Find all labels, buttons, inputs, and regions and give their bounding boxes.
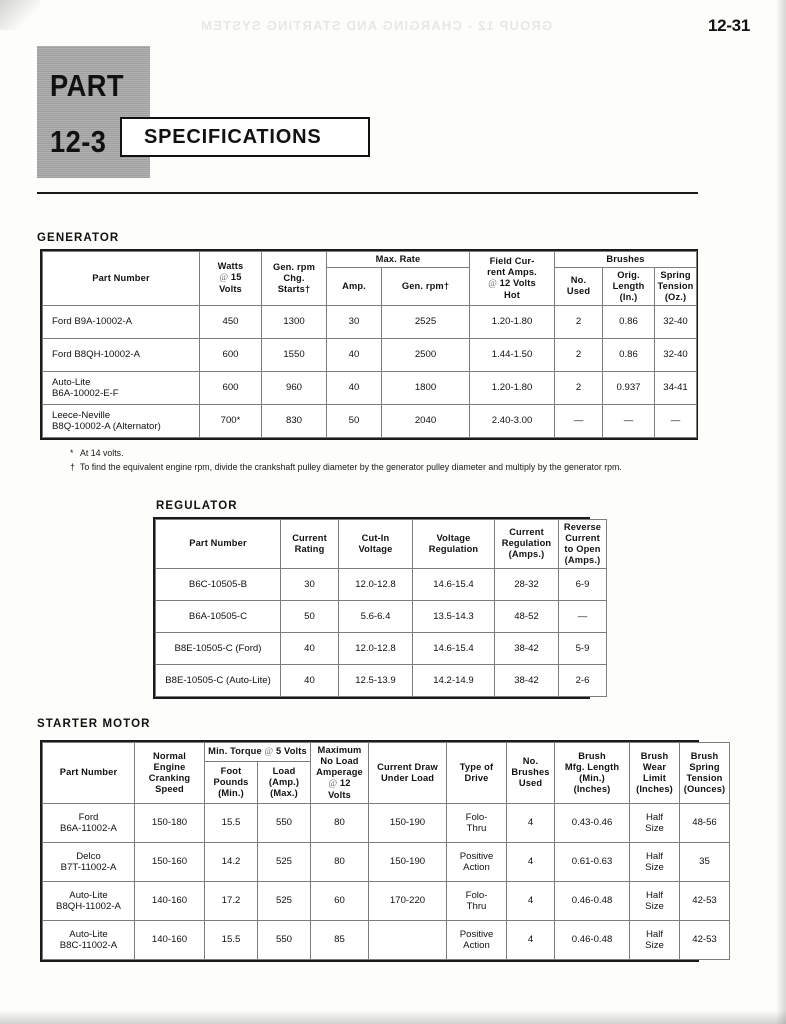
cell-type-of-drive (447, 842, 507, 881)
cell-part-number-line: Ford (78, 811, 99, 823)
col-max-rate-amp: Amp. (327, 267, 382, 305)
cell-max-no-load-amperage: 80 (311, 803, 369, 842)
cell-watts: 600 (200, 338, 262, 371)
col-part-number: Part Number (43, 743, 135, 804)
cell-max-rate-amp: 30 (327, 305, 382, 338)
col-cranking-l3: Cranking (148, 772, 191, 783)
cell-load-amp-max: 550 (258, 920, 311, 959)
cell-brush-mfg-length: 0.61-0.63 (555, 842, 630, 881)
col-cranking-l2: Engine (153, 761, 186, 772)
cell-brush-mfg-length: 0.46-0.48 (555, 881, 630, 920)
cell-max-no-load-amperage: 85 (311, 920, 369, 959)
cell-brush-wear-limit (630, 803, 680, 842)
cell-current-rating: 40 (281, 664, 339, 696)
cell-part-number: B8E-10505-C (Ford) (156, 632, 281, 664)
cell-type-of-drive (447, 881, 507, 920)
col-max-no-load-l2: No Load (320, 755, 359, 766)
col-brushes-spring-tension (655, 267, 697, 305)
cell-brush-wear-limit (630, 881, 680, 920)
cell-type-of-drive-line: Positive (459, 850, 494, 862)
cell-brush-wear-limit-line: Size (645, 900, 664, 912)
cell-part-number: Ford B9A-10002-A (43, 305, 200, 338)
col-orig-length-l1: Orig. Length (612, 269, 645, 291)
col-reverse-l1: Reverse (563, 522, 602, 532)
cell-current-regulation: 28-32 (495, 568, 559, 600)
cell-part-number-line: B8Q-10002-A (Alternator) (52, 420, 161, 432)
table-row (43, 404, 697, 437)
col-max-no-load-l3: Amperage (316, 766, 363, 777)
footnote-item (70, 447, 730, 461)
cell-current-regulation: 48-52 (495, 600, 559, 632)
cell-no-brushes-used: 4 (507, 803, 555, 842)
col-gen-rpm-l2: Chg. (283, 272, 305, 283)
col-brush-wear-l1: Brush (640, 750, 669, 761)
col-current-reg-l1: Current (509, 527, 544, 538)
col-max-no-load-l4: @ 12 (328, 777, 351, 789)
cell-brush-wear-limit-line: Size (645, 822, 664, 834)
cell-gen-rpm-chg-starts: 1300 (262, 305, 327, 338)
cell-type-of-drive-line: Action (463, 939, 490, 951)
page-number: 12-31 (708, 16, 750, 35)
col-current-rating-l1: Current (292, 532, 327, 543)
col-brush-wear-l3: Limit (643, 772, 666, 783)
cell-watts: 600 (200, 371, 262, 404)
col-cut-in-l2: Voltage (358, 543, 393, 554)
table-row (43, 881, 730, 920)
cell-brush-spring-tension: 42-53 (680, 881, 730, 920)
cell-brushes-orig-length: 0.86 (603, 305, 655, 338)
cell-cranking-speed: 150-180 (135, 803, 205, 842)
col-no-used-l2: Used (566, 286, 591, 297)
footnote-text: At 14 volts. (80, 448, 124, 458)
cell-gen-rpm-chg-starts: 830 (262, 404, 327, 437)
cell-reverse-current-to-open: 5-9 (559, 632, 607, 664)
col-brush-spring-l1: Brush (690, 750, 719, 761)
cell-max-no-load-amperage: 80 (311, 842, 369, 881)
footnote-mark: † (70, 461, 75, 472)
page-title: SPECIFICATIONS (144, 125, 322, 148)
cell-current-draw-under-load: 150-190 (369, 842, 447, 881)
cell-voltage-regulation: 14.2-14.9 (413, 664, 495, 696)
cell-type-of-drive-line: Action (463, 861, 490, 873)
cell-brush-wear-limit-line: Size (645, 861, 664, 873)
cell-voltage-regulation: 14.6-15.4 (413, 632, 495, 664)
col-type-of-drive-l1: Type of (459, 761, 494, 772)
cell-current-regulation: 38-42 (495, 664, 559, 696)
cell-cut-in-voltage: 5.6-6.4 (339, 600, 413, 632)
col-brush-mfg-l3: (Min.) (579, 772, 605, 783)
footnote-item (70, 461, 730, 475)
col-current-rating (281, 520, 339, 569)
col-foot-pounds-l1: Foot (220, 765, 242, 776)
col-reverse-l4: (Amps.) (564, 554, 601, 565)
cell-load-amp-max: 525 (258, 881, 311, 920)
col-load-amp-l1: Load (272, 765, 296, 776)
col-foot-pounds-l3: (Min.) (218, 787, 244, 798)
cell-type-of-drive-line: Thru (466, 900, 487, 912)
cell-brush-wear-limit-line: Half (645, 811, 664, 823)
cell-part-number: B6A-10505-C (156, 600, 281, 632)
col-reverse-l2: Current (565, 532, 600, 543)
col-max-no-load-l5: Volts (328, 789, 351, 800)
generator-table-wrapper (40, 249, 698, 440)
col-current-regulation (495, 520, 559, 569)
cell-brushes-orig-length: 0.937 (603, 371, 655, 404)
col-reverse-l3: to Open (564, 543, 601, 554)
col-no-used-l1: No. (570, 275, 587, 286)
cell-max-rate-amp: 40 (327, 371, 382, 404)
cell-brushes-orig-length: 0.86 (603, 338, 655, 371)
cell-brush-spring-tension: 42-53 (680, 920, 730, 959)
cell-foot-pounds-min: 14.2 (205, 842, 258, 881)
col-brush-wear-l4: (Inches) (636, 783, 673, 794)
table-row (43, 803, 730, 842)
col-brush-spring-l4: (Ounces) (683, 783, 726, 794)
cell-brushes-no-used: 2 (555, 371, 603, 404)
col-part-number: Part Number (43, 252, 200, 306)
cell-part-number-line: Auto-Lite (69, 928, 108, 940)
footnote-text: To find the equivalent engine rpm, divide the crankshaft pulley diameter by the generator pulley diameter and multiply by the generator rpm. (80, 461, 622, 472)
col-type-of-drive (447, 743, 507, 804)
cell-watts: 700* (200, 404, 262, 437)
col-cut-in-voltage (339, 520, 413, 569)
cell-part-number-line: Auto-Lite (69, 889, 108, 901)
cell-brushes-spring-tension: 34-41 (655, 371, 697, 404)
cell-watts: 450 (200, 305, 262, 338)
cell-max-no-load-amperage: 60 (311, 881, 369, 920)
col-load-amp-l3: (Max.) (270, 787, 298, 798)
col-gen-rpm-l3: Starts† (277, 283, 311, 294)
col-brushes-group: Brushes (555, 252, 697, 268)
cell-type-of-drive-line: Positive (459, 928, 494, 940)
starter-header-row-1 (43, 743, 730, 762)
col-load-amp-l2: (Amp.) (268, 776, 300, 787)
cell-part-number-line: Leece-Neville (52, 409, 111, 421)
col-max-rate-group: Max. Rate (327, 252, 470, 268)
regulator-header-row (156, 520, 607, 569)
col-no-brushes-l3: Used (518, 778, 543, 789)
cell-brush-wear-limit (630, 842, 680, 881)
cell-voltage-regulation: 14.6-15.4 (413, 568, 495, 600)
cell-part-number (43, 881, 135, 920)
cell-cranking-speed: 150-160 (135, 842, 205, 881)
cell-foot-pounds-min: 15.5 (205, 803, 258, 842)
cell-part-number-line: Delco (76, 850, 101, 862)
cell-part-number-line: B8QH-11002-A (56, 900, 121, 912)
cell-current-draw-under-load: 170-220 (369, 881, 447, 920)
table-row (43, 371, 697, 404)
cell-current-regulation: 38-42 (495, 632, 559, 664)
cell-part-number: B8E-10505-C (Auto-Lite) (156, 664, 281, 696)
col-cut-in-l1: Cut-In (361, 532, 390, 543)
table-row (43, 338, 697, 371)
col-field-current-l1: Field Cur- (489, 256, 535, 266)
cell-brush-wear-limit-line: Half (645, 928, 664, 940)
cell-brush-wear-limit (630, 920, 680, 959)
cell-current-draw-under-load: 150-190 (369, 803, 447, 842)
table-row (156, 664, 607, 696)
cell-type-of-drive-line: Thru (466, 822, 487, 834)
cell-brushes-spring-tension: 32-40 (655, 338, 697, 371)
cell-max-rate-amp: 40 (327, 338, 382, 371)
cell-current-rating: 50 (281, 600, 339, 632)
col-gen-rpm-chg-starts (262, 252, 327, 306)
cell-part-number-line: B7T-11002-A (60, 861, 117, 873)
cell-max-rate-gen-rpm: 1800 (382, 371, 470, 404)
col-no-brushes-l2: Brushes (511, 767, 550, 778)
cell-cut-in-voltage: 12.0-12.8 (339, 568, 413, 600)
cell-brush-mfg-length: 0.43-0.46 (555, 803, 630, 842)
at-symbol: @ (488, 278, 497, 289)
cell-brushes-orig-length: — (603, 404, 655, 437)
cell-max-rate-gen-rpm: 2525 (382, 305, 470, 338)
col-brush-mfg-l4: (Inches) (573, 783, 611, 794)
cell-cranking-speed: 140-160 (135, 881, 205, 920)
col-field-current (470, 252, 555, 306)
cell-part-number-line: Auto-Lite (52, 376, 91, 388)
col-cranking-l4: Speed (155, 783, 184, 794)
col-brushes-no-used (555, 267, 603, 305)
regulator-table-wrapper (153, 517, 602, 699)
generator-footnotes (70, 447, 730, 474)
col-current-reg-l2: Regulation (501, 538, 552, 549)
at-symbol: @ (328, 778, 338, 789)
col-brush-wear-limit (630, 743, 680, 804)
at-symbol: @ (264, 746, 274, 757)
table-row (156, 632, 607, 664)
scan-edge-shadow-bottom (0, 1010, 786, 1024)
cell-part-number (43, 404, 200, 437)
cell-field-current-amps: 1.20-1.80 (470, 371, 555, 404)
cell-brushes-no-used: 2 (555, 338, 603, 371)
cell-brush-spring-tension: 48-56 (680, 803, 730, 842)
cell-max-rate-gen-rpm: 2500 (382, 338, 470, 371)
cell-part-number (43, 920, 135, 959)
cell-voltage-regulation: 13.5-14.3 (413, 600, 495, 632)
cell-reverse-current-to-open: — (559, 600, 607, 632)
cell-type-of-drive (447, 803, 507, 842)
col-brushes-orig-length (603, 267, 655, 305)
cell-load-amp-max: 550 (258, 803, 311, 842)
part-banner-block (37, 46, 150, 178)
cell-gen-rpm-chg-starts: 960 (262, 371, 327, 404)
col-brush-mfg-l1: Brush (578, 750, 606, 761)
cell-current-rating: 30 (281, 568, 339, 600)
cell-load-amp-max: 525 (258, 842, 311, 881)
cell-cut-in-voltage: 12.5-13.9 (339, 664, 413, 696)
scan-edge-shadow (0, 0, 40, 30)
cell-brushes-spring-tension: — (655, 404, 697, 437)
cell-type-of-drive (447, 920, 507, 959)
col-spring-tension-l1: Spring Tension (657, 269, 694, 291)
col-voltage-reg-l2: Regulation (428, 543, 479, 554)
col-max-no-load-l1: Maximum (317, 745, 362, 755)
col-min-torque-group: Min. Torque @ 5 Volts (205, 743, 311, 762)
cell-field-current-amps: 2.40-3.00 (470, 404, 555, 437)
section-title-regulator: REGULATOR (156, 500, 238, 512)
cell-no-brushes-used: 4 (507, 881, 555, 920)
cell-brush-spring-tension: 35 (680, 842, 730, 881)
col-foot-pounds-min (205, 761, 258, 803)
generator-header-row-1 (43, 252, 697, 268)
col-voltage-reg-l1: Voltage (436, 532, 471, 543)
col-current-draw-under-load (369, 743, 447, 804)
col-no-brushes-used (507, 743, 555, 804)
col-current-draw-l2: Under Load (380, 772, 435, 783)
col-max-rate-gen-rpm: Gen. rpm† (382, 267, 470, 305)
col-brush-wear-l2: Wear (642, 761, 667, 772)
cell-brush-wear-limit-line: Half (645, 889, 664, 901)
cell-part-number-line: B6A-11002-A (60, 822, 117, 834)
col-field-current-l4: Hot (504, 289, 520, 300)
cell-foot-pounds-min: 15.5 (205, 920, 258, 959)
cell-foot-pounds-min: 17.2 (205, 881, 258, 920)
cell-part-number-line: B6A-10002-E-F (52, 387, 119, 399)
cell-cut-in-voltage: 12.0-12.8 (339, 632, 413, 664)
cell-current-rating: 40 (281, 632, 339, 664)
col-cranking-speed (135, 743, 205, 804)
cell-brush-wear-limit-line: Half (645, 850, 664, 862)
col-orig-length-l2: (In.) (619, 291, 638, 302)
table-row (43, 305, 697, 338)
table-row (156, 600, 607, 632)
col-part-number: Part Number (156, 520, 281, 569)
col-max-no-load-amperage (311, 743, 369, 804)
section-title-starter-motor: STARTER MOTOR (37, 718, 151, 730)
regulator-table (155, 519, 607, 697)
cell-current-draw-under-load (369, 920, 447, 959)
cell-reverse-current-to-open: 2-6 (559, 664, 607, 696)
col-cranking-l1: Normal (153, 750, 186, 761)
scan-edge-shadow-right (776, 0, 786, 1024)
col-voltage-regulation (413, 520, 495, 569)
footnote-mark: * (70, 448, 74, 458)
table-row (156, 568, 607, 600)
col-watts (200, 252, 262, 306)
section-title-generator: GENERATOR (37, 232, 120, 244)
cell-gen-rpm-chg-starts: 1550 (262, 338, 327, 371)
part-number-label: 12-3 (50, 124, 107, 159)
cell-part-number: Ford B8QH-10002-A (43, 338, 200, 371)
col-reverse-current-to-open (559, 520, 607, 569)
cell-no-brushes-used: 4 (507, 842, 555, 881)
cell-brushes-no-used: — (555, 404, 603, 437)
col-brush-spring-l3: Tension (686, 772, 723, 783)
cell-part-number (43, 371, 200, 404)
cell-max-rate-gen-rpm: 2040 (382, 404, 470, 437)
col-current-rating-l2: Rating (294, 543, 325, 554)
part-label: PART (50, 68, 125, 103)
cell-brush-mfg-length: 0.46-0.48 (555, 920, 630, 959)
col-gen-rpm-l1: Gen. rpm (272, 261, 315, 272)
cell-field-current-amps: 1.44-1.50 (470, 338, 555, 371)
col-field-current-l2: rent Amps. (487, 266, 537, 277)
cell-cranking-speed: 140-160 (135, 920, 205, 959)
col-load-amp-max (258, 761, 311, 803)
cell-part-number: B6C-10505-B (156, 568, 281, 600)
col-type-of-drive-l2: Drive (464, 772, 489, 783)
col-spring-tension-l2: (Oz.) (664, 291, 687, 302)
col-no-brushes-l1: No. (522, 756, 539, 767)
col-brush-mfg-l2: Mfg. Length (564, 761, 620, 772)
cell-part-number-line: B8C-11002-A (59, 939, 118, 951)
table-row (43, 842, 730, 881)
cell-type-of-drive-line: Folo- (465, 889, 488, 901)
generator-table (42, 251, 697, 438)
cell-type-of-drive-line: Folo- (465, 811, 488, 823)
cell-part-number (43, 803, 135, 842)
at-symbol: @ (219, 273, 229, 284)
specifications-title-box (120, 117, 370, 157)
col-brush-mfg-length (555, 743, 630, 804)
cell-no-brushes-used: 4 (507, 920, 555, 959)
col-watts-l1: Watts (217, 261, 244, 272)
col-foot-pounds-l2: Pounds (213, 776, 249, 787)
cell-part-number (43, 842, 135, 881)
bleed-through-running-head: GROUP 12 - CHARGING AND STARTING SYSTEM (200, 18, 553, 33)
starter-motor-table (42, 742, 730, 960)
col-brush-spring-l2: Spring (689, 761, 720, 772)
cell-brushes-spring-tension: 32-40 (655, 305, 697, 338)
col-brush-spring-tension (680, 743, 730, 804)
cell-brushes-no-used: 2 (555, 305, 603, 338)
col-current-draw-l1: Current Draw (377, 761, 438, 772)
col-field-current-l3: @ 12 Volts (488, 277, 536, 289)
table-row (43, 920, 730, 959)
cell-max-rate-amp: 50 (327, 404, 382, 437)
col-watts-l3: Volts (219, 284, 242, 295)
header-divider-rule (37, 192, 698, 194)
col-current-reg-l3: (Amps.) (508, 549, 545, 560)
cell-brush-wear-limit-line: Size (645, 939, 664, 951)
col-watts-l2: @ 15 (219, 272, 242, 284)
starter-motor-table-wrapper (40, 740, 726, 962)
cell-reverse-current-to-open: 6-9 (559, 568, 607, 600)
cell-field-current-amps: 1.20-1.80 (470, 305, 555, 338)
